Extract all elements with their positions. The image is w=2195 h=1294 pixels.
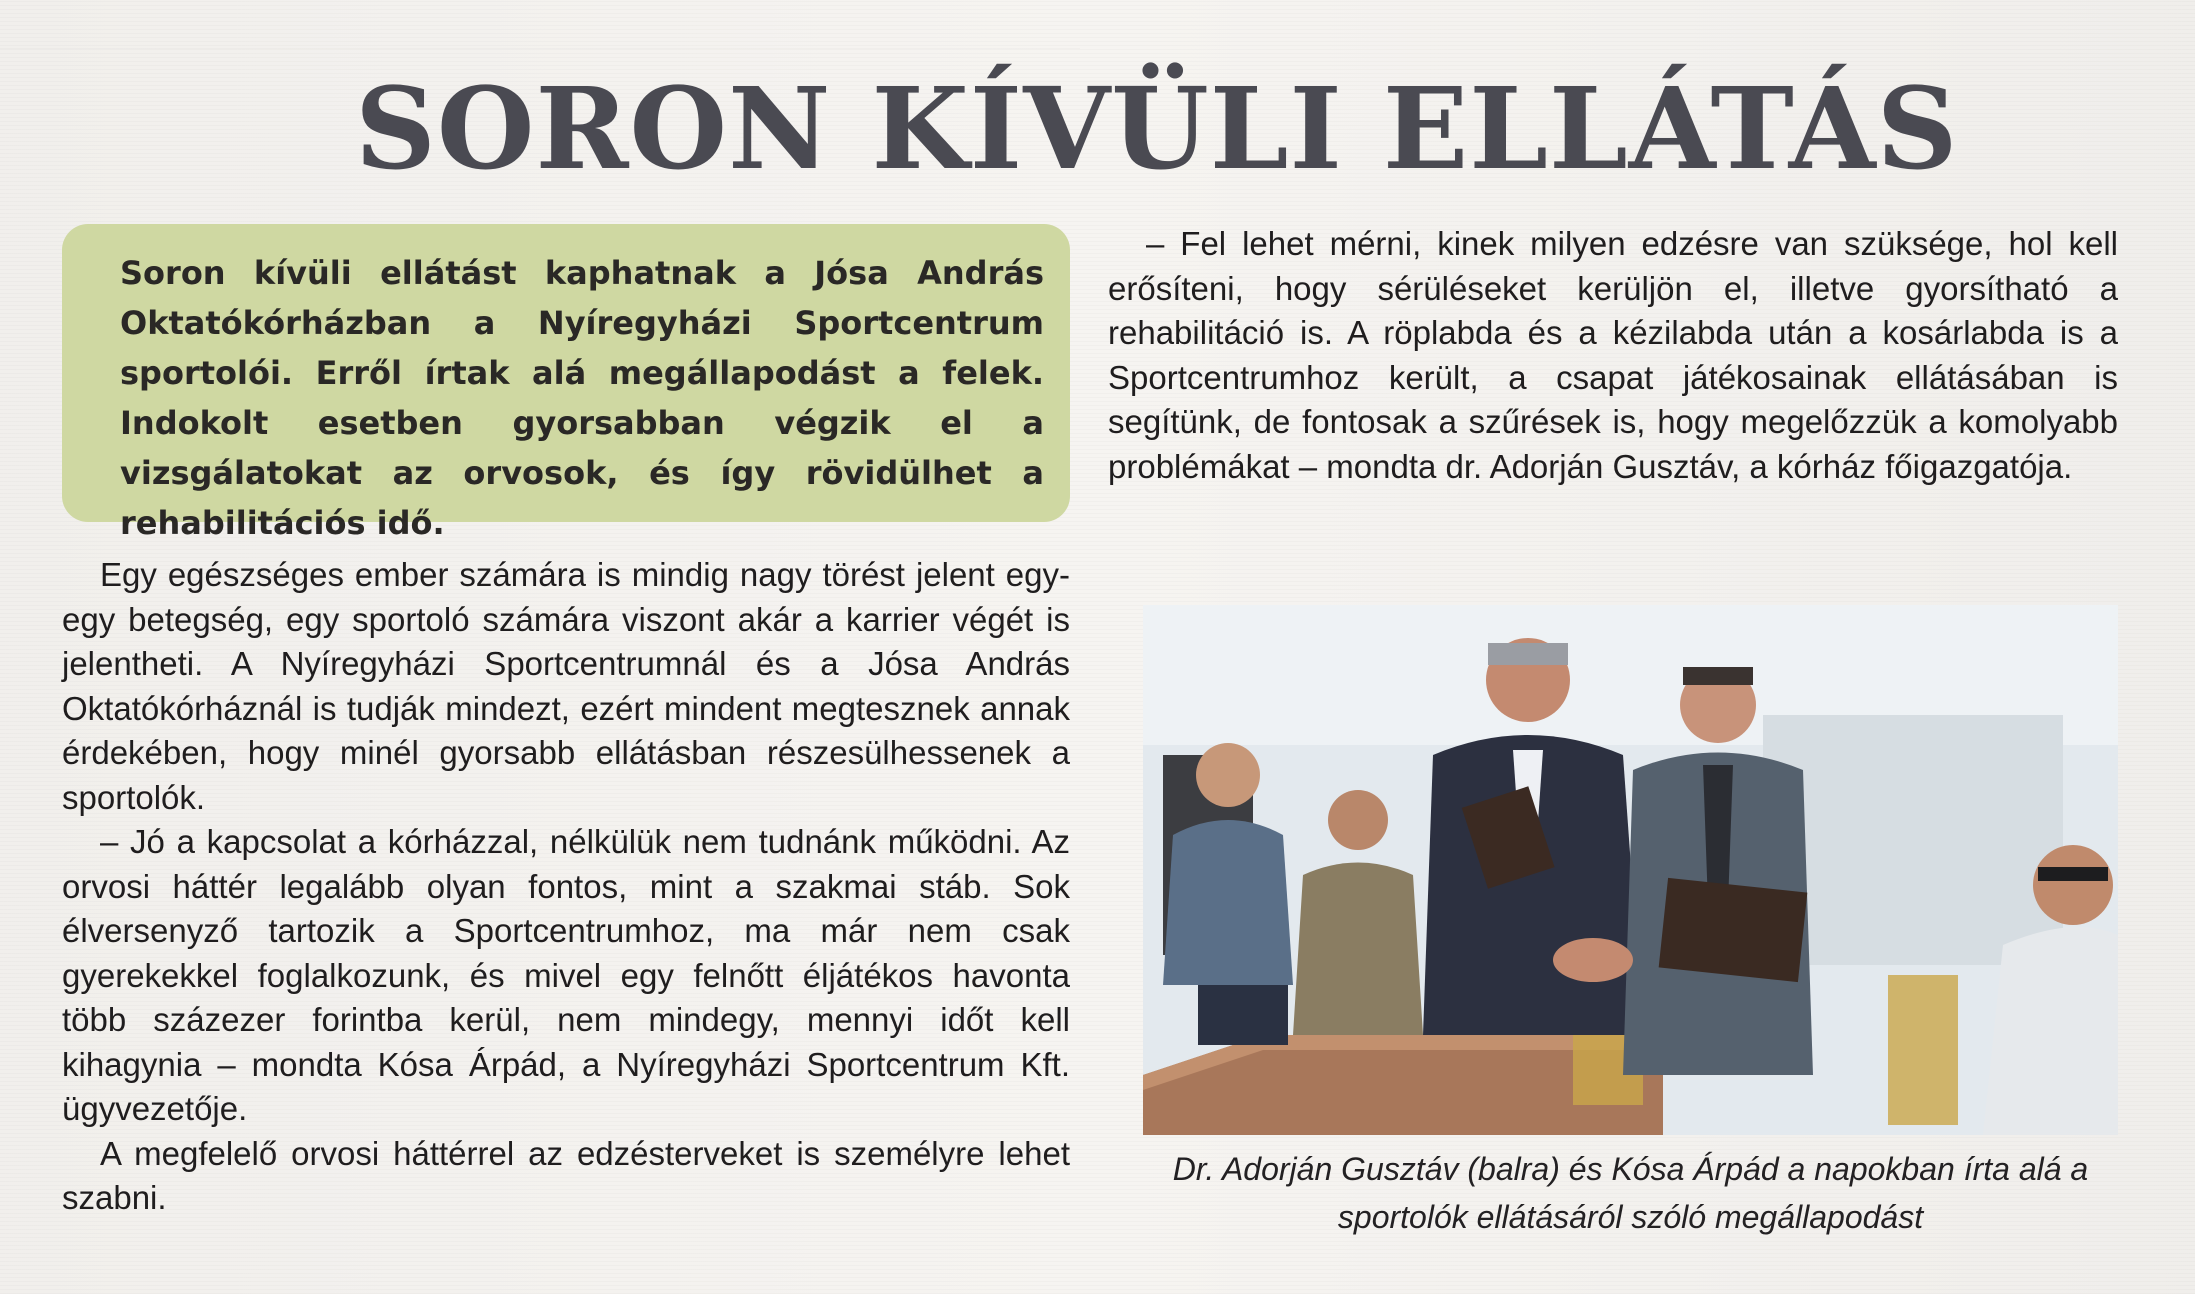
- lead-box: [62, 224, 1070, 542]
- left-paragraph-2: – Jó a kapcsolat a kórházzal, nélkülük nem tudnánk működni. Az orvosi háttér legalább olyan fontos, mint a szakmai stáb. Sok élversenyző tartozik a Sportcentrumhoz, ma már nem csak gyerekekkel foglalkozunk, és mivel egy felnőtt éljátékos havonta több százezer forintba kerül, nem mindegy, mennyi időt kell kihagynia – mondta Kósa Árpád, a Nyíregyházi Sportcentrum Kft. ügyvezetője.: [62, 823, 1070, 1127]
- right-paragraph-1: – Fel lehet mérni, kinek milyen edzésre van szüksége, hol kell erősíteni, hogy sérüléseket kerüljön el, illetve gyorsítható a rehabilitáció is. A röplabda és a kézilabda után a kosárlabda is a Sportcentrumhoz került, a csapat játékosainak ellátásában is segítünk, de fontosak a szűrések is, hogy megelőzzük a komolyabb problémákat – mondta dr. Adorján Gusztáv, a kórház főigazgatója.: [1108, 225, 2118, 485]
- right-column: [1108, 222, 2118, 489]
- left-paragraph-3: A megfelelő orvosi háttérrel az edzésterveket is személyre lehet szabni.: [62, 1134, 1070, 1216]
- article-lead: Soron kívüli ellátást kaphatnak a Jósa András Oktatókórházban a Nyíregyházi Sportcentrum sportolói. Erről írtak alá megállapodást a felek. Indokolt esetben gyorsabban végzik el a vizsgálatokat az orvosok, és így rövidülhet a rehabilitációs idő.: [120, 254, 1044, 542]
- article-photo: [1143, 605, 2118, 1135]
- left-column: [62, 553, 1070, 1221]
- photo-caption: Dr. Adorján Gusztáv (balra) és Kósa Árpád a napokban írta alá a sportolók ellátásáról szóló megállapodást: [1172, 1151, 2089, 1235]
- article-headline: SORON KÍVÜLI ELLÁTÁS: [355, 64, 1959, 195]
- left-paragraph-1: Egy egészséges ember számára is mindig nagy törést jelent egy-egy betegség, egy sportoló számára viszont akár a karrier végét is jelentheti. A Nyíregyházi Sportcentrumnál és a Jósa András Oktatókórháznál is tudják mindezt, ezért mindent megtesznek annak érdekében, hogy minél gyorsabb ellátásban részesülhessenek a sportolók.: [62, 556, 1070, 816]
- signing-ceremony-photo: [1143, 605, 2118, 1135]
